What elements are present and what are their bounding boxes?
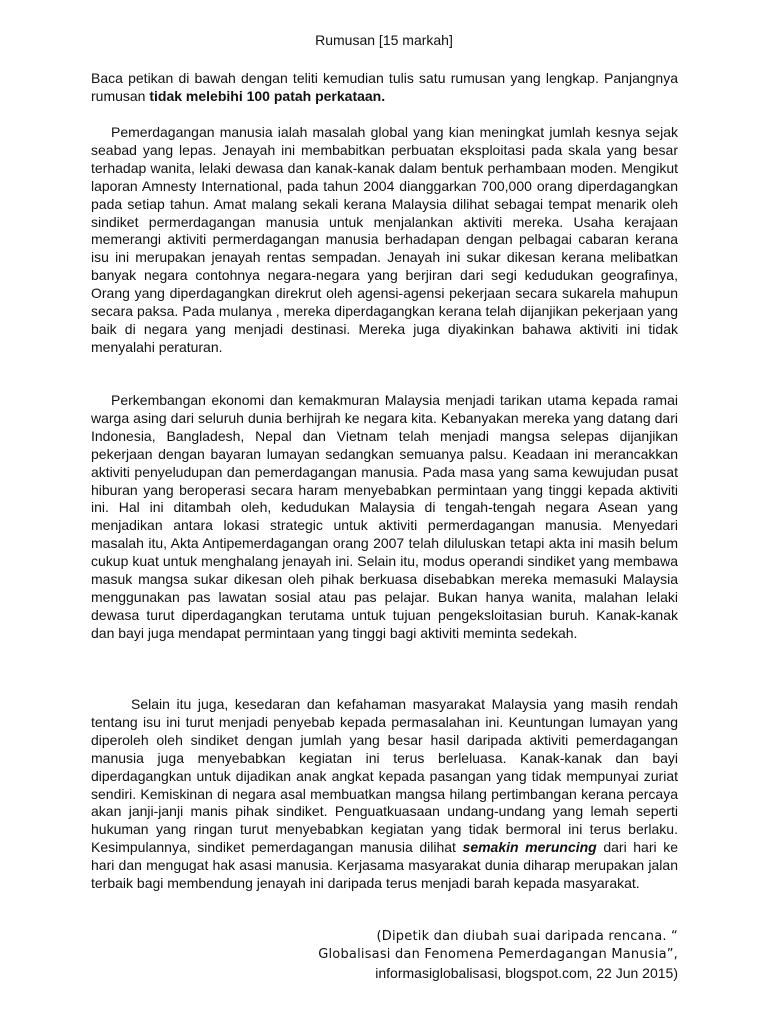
instruction-paragraph xyxy=(91,70,678,106)
passage-paragraph-1: Pemerdagangan manusia ialah masalah global yang kian meningkat jumlah kesnya sejak seabad yang lepas. Jenayah ini membabitkan perbuatan eksploitasi pada skala yang besar terhadap wanita, lelaki dewasa dan kanak-kanak dalam bentuk perhambaan moden. Mengikut laporan Amnesty International, pada tahun 2004 dianggarkan 700,000 orang diperdagangkan pada setiap tahun. Amat malang sekali kerana Malaysia dilihat sebagai tempat menarik oleh sindiket permerdagangan manusia untuk menjalankan aktiviti mereka. Usaha kerajaan memerangi aktiviti permerdagangan manusia berhadapan dengan pelbagai cabaran kerana isu ini merupakan jenayah rentas sempadan. Jenayah ini sukar dikesan kerana melibatkan banyak negara contohnya negara-negara yang berjiran dari segi kedudukan geografinya, Orang yang diperdagangkan direkrut oleh agensi-agensi pekerjaan secara sukarela mahupun secara paksa. Pada mulanya , mereka diperdagangkan kerana telah dijanjikan pekerjaan yang baik di negara yang menjadi destinasi. Mereka juga diyakinkan bahawa aktiviti ini tidak menyalahi peraturan. xyxy=(91,124,678,355)
citation-line-1: (Dipetik dan diubah suai daripada rencana. “ xyxy=(376,929,678,944)
citation-line-3: informasiglobalisasi, blogspot.com, 22 Jun 2015) xyxy=(375,965,678,981)
passage-paragraph-3 xyxy=(91,696,678,893)
citation-line-2: Globalisasi dan Fenomena Pemerdagangan Manusia”, xyxy=(318,947,678,962)
page-title: Rumusan [15 markah] xyxy=(315,32,453,48)
instruction-bold-text: tidak melebihi 100 patah perkataan. xyxy=(149,87,386,104)
passage-paragraph-2: Perkembangan ekonomi dan kemakmuran Malaysia menjadi tarikan utama kepada ramai warga asing dari seluruh dunia berhijrah ke negara kita. Kebanyakan mereka yang datang dari Indonesia, Bangladesh, Nepal dan Vietnam telah menjadi mangsa selepas dijanjikan pekerjaan dengan bayaran lumayan sedangkan semuanya palsu. Keadaan ini merancakkan aktiviti penyeludupan dan pemerdagangan manusia. Pada masa yang sama kewujudan pusat hiburan yang beroperasi secara haram menyebabkan permintaan yang tinggi kepada aktiviti ini. Hal ini ditambah oleh, kedudukan Malaysia di tengah-tengah negara Asean yang menjadikan antara lokasi strategic untuk aktiviti permerdagangan manusia. Menyedari masalah itu, Akta Antipemerdagangan orang 2007 telah diluluskan tetapi akta ini masih belum cukup kuat untuk menghalang jenayah ini. Selain itu, modus operandi sindiket yang membawa masuk mangsa sukar dikesan oleh pihak berkuasa disebabkan mereka memasuki Malaysia menggunakan pas lawatan sosial atau pas pelajar. Bukan hanya wanita, malahan lelaki dewasa turut diperdagangkan terutama untuk tujuan pengeksloitasian buruh. Kanak-kanak dan bayi juga mendapat permintaan yang tinggi bagi aktiviti meminta sedekah. xyxy=(91,392,678,641)
paragraph-3-text-start: Selain itu juga, kesedaran dan kefahaman masyarakat Malaysia yang masih rendah tentang isu ini turut menjadi penyebab kepada permasalahan ini. Keuntungan lumayan yang diperoleh oleh sindiket dengan jumlah yang besar hasil daripada aktiviti pemerdagangan manusia juga menyebabkan kegiatan ini terus berleluasa. Kanak-kanak dan bayi diperdagangkan untuk dijadikan anak angkat kepada pasangan yang tidak mempunyai zuriat sendiri. Kemiskinan di negara asal membuatkan mangsa hilang pertimbangan kerana percaya akan janji-janji manis pihak sindiket. Penguatkuasaan undang-undang yang lemah seperti hukuman yang ringan turut menyebabkan kegiatan yang tidak bermoral ini terus berlaku. Kesimpulannya, sindiket pemerdagangan manusia dilihat xyxy=(91,696,678,856)
paragraph-3-text-end: dari hari ke hari dan mengugat hak asasi manusia. Kerjasama masyarakat dunia diharap merupakan jalan terbaik bagi membendung jenayah ini daripada terus menjadi barah kepada masyarakat. xyxy=(91,839,678,892)
instruction-text: Baca petikan di bawah dengan teliti kemudian tulis satu rumusan yang lengkap. Panjangnya rumusan xyxy=(91,70,678,104)
citation-block xyxy=(318,928,678,982)
paragraph-3-emphasis: semakin meruncing xyxy=(462,839,597,856)
